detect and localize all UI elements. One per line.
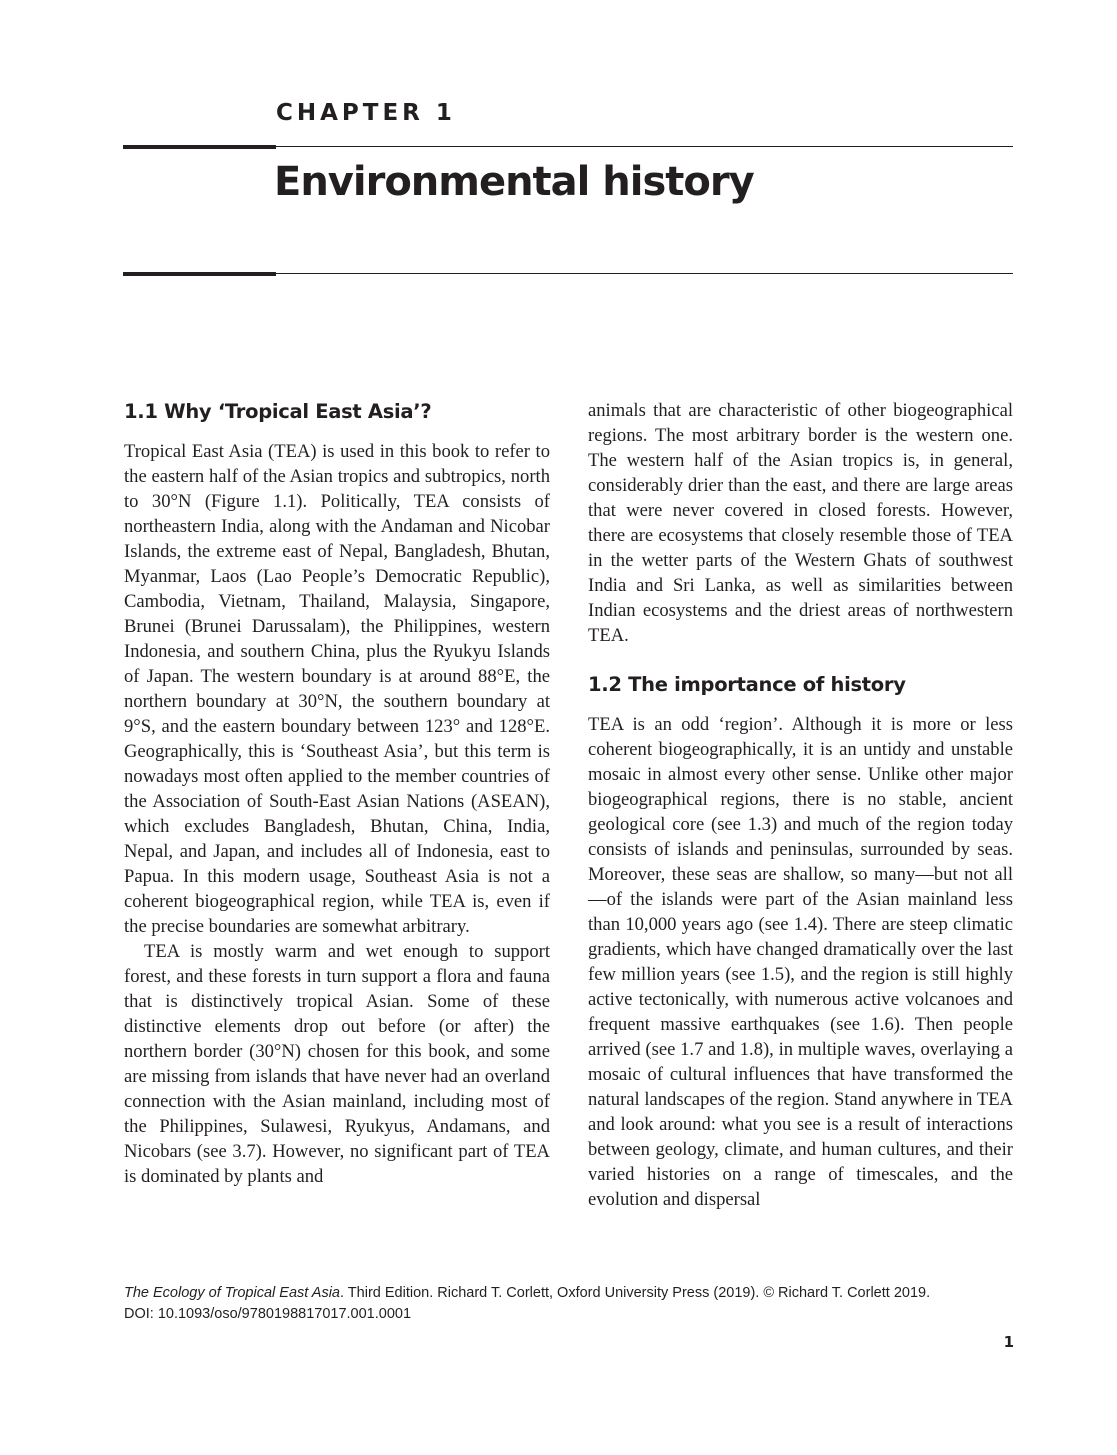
right-column (588, 398, 1013, 1212)
footnote (124, 1283, 1014, 1325)
section-1-2-heading: 1.2 The importance of history (588, 673, 906, 696)
footnote-citation (124, 1283, 1014, 1304)
section-1-1-paragraph-2: TEA is mostly warm and wet enough to support forest, and these forests in turn support a flora and fauna that is distinctively tropical Asian. Some of these distinctive elements drop out before (or after) the northern border (30°N) chosen for this book, and some are missing from islands that have never had an overland connection with the Asian mainland, including most of the Philippines, Sulawesi, Ryukyus, Andamans, and Nicobars (see 3.7). However, no significant part of TEA is dominated by plants and (124, 941, 550, 1187)
chapter-title: Environmental history (274, 159, 754, 205)
left-column (124, 398, 550, 1189)
footnote-doi: DOI: 10.1093/oso/9780198817017.001.0001 (124, 1306, 412, 1322)
footnote-book-title: The Ecology of Tropical East Asia (124, 1285, 340, 1301)
chapter-rule-bottom-thin (276, 273, 1013, 274)
page-number: 1 (1003, 1333, 1014, 1351)
section-1-1-paragraph-3: animals that are characteristic of other biogeographical regions. The most arbitrary border is the western one. The western half of the Asian tropics is, in general, considerably drier than the east, and there are large areas that were never covered in closed forests. However, there are ecosystems that closely resemble those of TEA in the wetter parts of the Western Ghats of southwest India and Sri Lanka, as well as similarities between Indian ecosystems and the driest areas of northwestern TEA. (588, 400, 1013, 646)
chapter-rule-bottom-thick (123, 272, 276, 276)
section-1-1-heading: 1.1 Why ‘Tropical East Asia’? (124, 400, 432, 423)
section-1-1-paragraph-1: Tropical East Asia (TEA) is used in this book to refer to the eastern half of the Asian tropics and subtropics, north to 30°N (Figure 1.1). Politically, TEA consists of northeastern India, along with the Andaman and Nicobar Islands, the extreme east of Nepal, Bangladesh, Bhutan, Myanmar, Laos (Lao People’s Democratic Republic), Cambodia, Vietnam, Thailand, Malaysia, Singapore, Brunei (Brunei Darussalam), the Philippines, western Indonesia, and southern China, plus the Ryukyu Islands of Japan. The western boundary is at around 88°E, the northern boundary at 30°N, the southern boundary at 9°S, and the eastern boundary between 123° and 128°E. Geographically, this is ‘Southeast Asia’, but this term is nowadays most often applied to the member countries of the Association of South-East Asian Nations (ASEAN), which excludes Bangladesh, Bhutan, China, India, Nepal, and Japan, and includes all of Indonesia, east to Papua. In this modern usage, Southeast Asia is not a coherent biogeographical region, while TEA is, even if the precise boundaries are somewhat arbitrary. (124, 441, 550, 937)
chapter-rule-top-thin (276, 146, 1013, 147)
section-1-2-paragraph-1: TEA is an odd ‘region’. Although it is more or less coherent biogeographically, it is an untidy and unstable mosaic in almost every other sense. Unlike other major biogeographical regions, there is no stable, ancient geological core (see 1.3) and much of the region today consists of islands and peninsulas, surrounded by seas. Moreover, these seas are shallow, so many—but not all—of the islands were part of the Asian mainland less than 10,000 years ago (see 1.4). There are steep climatic gradients, which have changed dramatically over the last few million years (see 1.5), and the region is still highly active tectonically, with numerous active volcanoes and frequent massive earthquakes (see 1.6). Then people arrived (see 1.7 and 1.8), in multiple waves, overlaying a mosaic of cultural influences that have transformed the natural landscapes of the region. Stand anywhere in TEA and look around: what you see is a result of interactions between geology, climate, and human cultures, and their varied histories on a range of timescales, and the evolution and dispersal (588, 714, 1013, 1210)
chapter-label: CHAPTER 1 (276, 100, 456, 126)
footnote-citation-text: . Third Edition. Richard T. Corlett, Oxford University Press (2019). © Richard T. Corlett 2019. (340, 1285, 931, 1301)
chapter-rule-top-thick (123, 145, 276, 149)
